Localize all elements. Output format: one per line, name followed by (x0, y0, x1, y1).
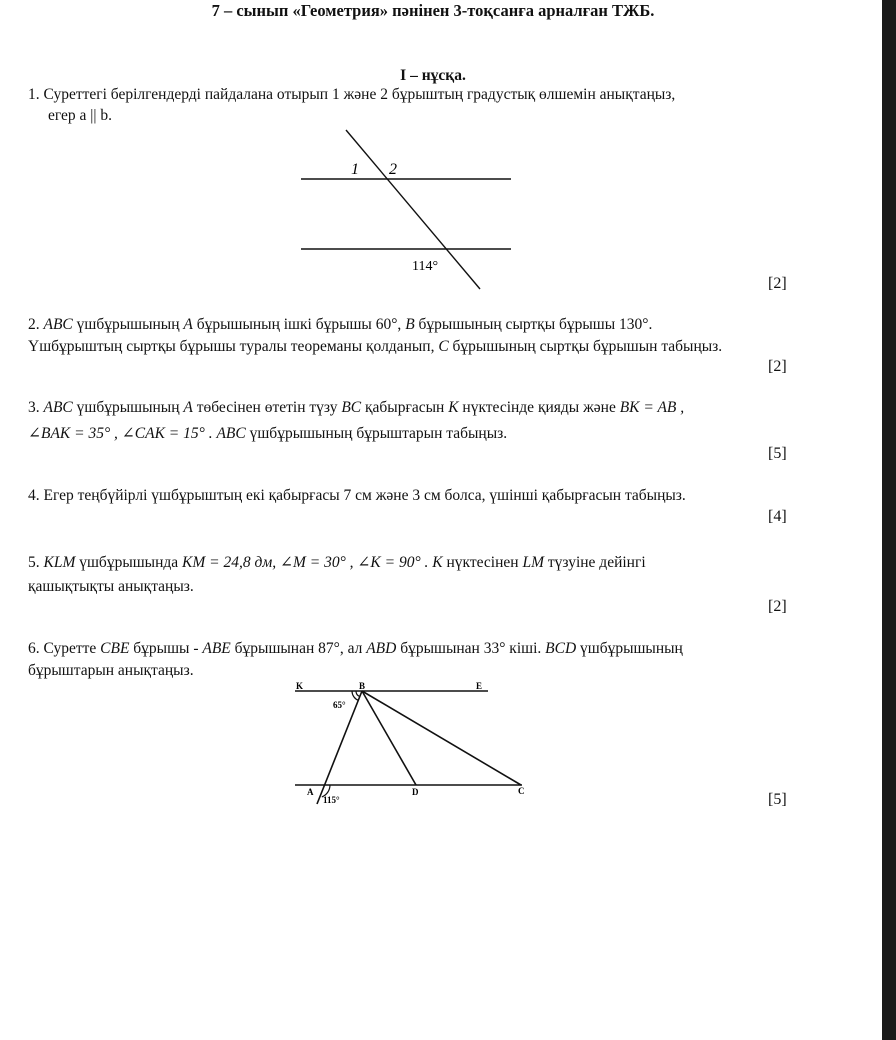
task-6-angle-abe: ABE (202, 640, 231, 657)
task-2-vertex-c: C (438, 338, 449, 355)
task-1-score: [2] (768, 275, 787, 292)
task-3-text-line2 (28, 424, 507, 443)
task-3-text: нүктесінде қияды және (462, 399, 616, 416)
task-6-angle-cbe: CBE (100, 640, 130, 657)
task-1-text-line1: 1. Суреттегі берілгендерді пайдалана отырып 1 және 2 бұрыштың градустық өлшемін анықтаңыз, (28, 86, 676, 103)
label-angle-115: 115° (323, 795, 340, 805)
task-5-text: үшбұрышында (79, 554, 179, 571)
task-6-figure (290, 678, 535, 813)
task-2-text-line2 (28, 338, 722, 356)
task-1-figure (296, 124, 516, 294)
task-2-score: [2] (768, 358, 787, 375)
task-5-text-line2: қашықтықты анықтаңыз. (28, 578, 194, 595)
label-c: C (518, 786, 525, 796)
task-5-point-k: K (432, 554, 443, 571)
task-6-score: [5] (768, 791, 787, 808)
angle-1-label: 1 (351, 161, 359, 178)
task-5-line-lm: LM (522, 554, 544, 571)
task-6-text-line1 (28, 640, 683, 658)
task-6-text: бұрышынан 87°, ал (234, 640, 363, 657)
label-e: E (476, 681, 483, 691)
task-4-score: [4] (768, 508, 787, 525)
angle-114-label: 114° (412, 259, 439, 274)
label-a: A (307, 787, 314, 797)
task-6-triangle-bcd: BCD (545, 640, 577, 657)
task-3-text-line1 (28, 399, 684, 417)
task-3-vertex-a: A (183, 399, 193, 416)
task-3-text: үшбұрышының (76, 399, 180, 416)
label-k: K (296, 681, 304, 691)
task-3-abc: ABC (216, 425, 246, 442)
task-3-text: қабырғасын (365, 399, 445, 416)
task-5-text-line1 (28, 553, 646, 572)
task-5-km: KM = 24,8 дм, (182, 554, 277, 571)
task-3-point-k: K (448, 399, 459, 416)
task-6-text-line2: бұрыштарын анықтаңыз. (28, 662, 194, 679)
task-4-text-line1: 4. Егер теңбүйірлі үшбұрыштың екі қабырғасы 7 см және 3 см болса, үшінші қабырғасын табыңыз. (28, 487, 686, 504)
task-1-text-line2: егер a || b. (48, 107, 112, 124)
task-3-score: [5] (768, 445, 787, 462)
page-edge-shadow (882, 0, 896, 1040)
task-3-angles: ∠BAK = 35° , ∠CAK = 15° . (28, 425, 213, 442)
task-6-angle-abd: ABD (366, 640, 397, 657)
task-2-text-line1 (28, 316, 652, 334)
variant-heading: I – нұсқа. (400, 67, 466, 84)
task-2-vertex-b: B (405, 316, 415, 333)
task-2-text: бұрышының сыртқы бұрышын табыңыз. (452, 338, 723, 355)
segment-bc (362, 691, 521, 785)
task-6-text: бұрышы - (133, 640, 199, 657)
task-5-score: [2] (768, 598, 787, 615)
task-2-vertex-a: A (183, 316, 193, 333)
task-2-text: бұрышының сыртқы бұрышы 130°. (418, 316, 653, 333)
task-2-abc: ABC (43, 316, 73, 333)
task-3-number: 3. (28, 399, 40, 416)
task-5-number: 5. (28, 554, 40, 571)
page-title: 7 – сынып «Геометрия» пәнінен 3-тоқсанға арналған ТЖБ. (211, 1, 655, 20)
task-2-text: Үшбұрыштың сыртқы бұрышы туралы теореманы қолданып, (28, 338, 435, 355)
label-angle-65: 65° (333, 700, 346, 710)
task-5-angles: ∠M = 30° , ∠K = 90° . (279, 554, 429, 571)
angle-arc-b-inner (356, 691, 360, 697)
angle-2-label: 2 (389, 161, 397, 178)
task-3-equation: BK = AB , (619, 399, 685, 416)
task-6-text: бұрышынан 33° кіші. (400, 640, 542, 657)
task-5-text: түзуіне дейінгі (547, 554, 646, 571)
task-3-abc: ABC (43, 399, 73, 416)
task-2-number: 2. (28, 316, 40, 333)
label-d: D (412, 787, 419, 797)
task-6-text: үшбұрышының (580, 640, 683, 657)
segment-bd (362, 691, 416, 785)
task-3-text: төбесінен өтетін түзу (196, 399, 338, 416)
task-2-text: бұрышының ішкі бұрышы 60°, (196, 316, 402, 333)
task-3-side-bc: BC (341, 399, 362, 416)
task-5-text: нүктесінен (446, 554, 519, 571)
task-5-klm: KLM (43, 554, 76, 571)
task-2-text: үшбұрышының (76, 316, 180, 333)
task-6-text: 6. Суретте (28, 640, 97, 657)
label-b: B (359, 681, 366, 691)
task-3-text: үшбұрышының бұрыштарын табыңыз. (249, 425, 508, 442)
